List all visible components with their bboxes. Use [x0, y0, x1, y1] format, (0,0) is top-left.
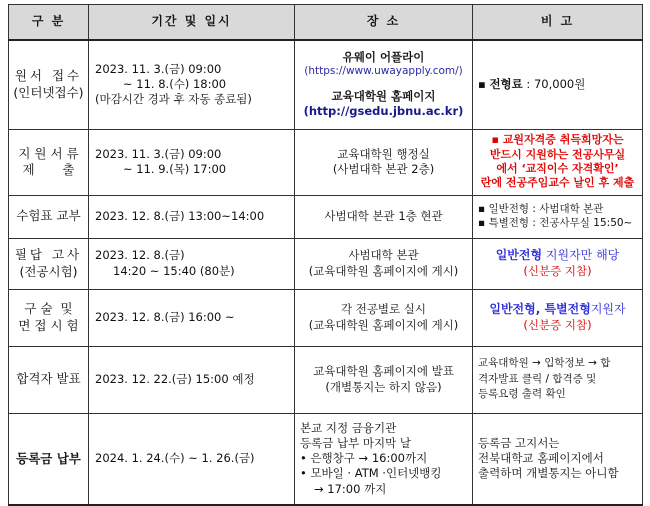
category-line: (인터넷접수) [13, 84, 84, 100]
place-line: (교육대학원 홈페이지에 게시) [308, 317, 459, 332]
category-cell [9, 346, 89, 413]
note-cell [473, 40, 643, 129]
period-line: 2024. 1. 24.(수) ~ 1. 26.(금) [95, 451, 255, 466]
place-line: 사범대학 본관 1층 현관 [324, 208, 443, 223]
place-cell [295, 346, 473, 413]
category-line: 필답 고사 [14, 247, 83, 262]
period-cell [89, 195, 295, 238]
table-header-row [9, 5, 643, 41]
note-text: 지원자 [590, 302, 626, 316]
note-subline: (신분증 지참) [523, 317, 592, 332]
place-line: (개별통지는 하지 않음) [325, 379, 442, 394]
place-line: 본교 지정 금융기관 [300, 420, 397, 435]
note-line: 전북대학교 홈페이지에서 [478, 451, 604, 466]
fee-label: 전형료 [489, 77, 523, 92]
bullet-icon: ▪ [478, 77, 486, 92]
period-line: 2023. 12. 8.(금) 16:00 ~ [95, 309, 235, 324]
table-row [9, 238, 643, 289]
place-line: 등록금 납부 마지막 날 [300, 435, 411, 450]
note-line: ▪ 특별전형 : 전공사무실 15:50~ [478, 216, 633, 229]
category-cell [9, 129, 89, 195]
note-line: 란에 전공주임교수 날인 후 제출 [480, 176, 635, 190]
table-row [9, 129, 643, 195]
period-cell [89, 413, 295, 505]
period-line: 2023. 11. 3.(금) 09:00 [95, 61, 222, 76]
place-line: 교육대학원 행정실 [337, 146, 430, 161]
period-line: 14:20 ~ 15:40 (80분) [113, 263, 235, 278]
period-line: ~ 11. 8.(수) 18:00 [123, 77, 227, 92]
place-line: (교육대학원 홈페이지에 게시) [308, 263, 459, 278]
place-cell [295, 289, 473, 346]
note-cell [473, 195, 643, 238]
note-line: 교육대학원 → 입학정보 → 합 [478, 356, 611, 369]
period-line: ~ 11. 9.(목) 17:00 [123, 162, 227, 176]
place-cell [295, 238, 473, 289]
header-period: 기간 및 일시 [89, 5, 295, 41]
uwayapply-link[interactable]: (https://www.uwayapply.com/) [304, 65, 463, 78]
header-category: 구 분 [9, 5, 89, 41]
place-cell [295, 129, 473, 195]
category-cell [9, 238, 89, 289]
period-cell [89, 40, 295, 129]
note-text: 지원자만 해당 [542, 248, 620, 262]
period-cell [89, 238, 295, 289]
place-line: • 은행창구 → 16:00까지 [300, 451, 428, 466]
place-line: (사범대학 본관 2층) [332, 162, 435, 176]
note-line: 반드시 지원하는 전공사무실 [489, 147, 626, 161]
place-line: 유웨이 어플라이 [342, 50, 425, 65]
place-line: → 17:00 까지 [314, 481, 387, 496]
category-line: 면 접 시 험 [18, 317, 79, 333]
note-cell [473, 129, 643, 195]
note-line: 출력하며 개별통지는 아니함 [478, 466, 619, 481]
period-line: 2023. 12. 8.(금) 13:00~14:00 [95, 208, 265, 223]
note-highlight: 일반전형 [495, 248, 543, 262]
category-line: 구 술 및 [24, 301, 73, 316]
category-line: 합격자 발표 [16, 371, 81, 387]
category-line: 제 출 [22, 162, 75, 177]
period-cell [89, 289, 295, 346]
table-row [9, 346, 643, 413]
note-cell [473, 413, 643, 505]
note-line [476, 302, 639, 318]
category-line: 원서 접수 [14, 68, 83, 84]
category-line: 수험표 교부 [16, 208, 81, 224]
period-cell [89, 346, 295, 413]
category-cell [9, 413, 89, 505]
note-line [476, 248, 639, 264]
note-line: 격자발표 클릭 / 합격증 및 [478, 372, 597, 385]
note-cell [473, 289, 643, 346]
category-cell [9, 195, 89, 238]
fee-value: : 70,000원 [522, 77, 586, 92]
place-line: 교육대학원 홈페이지 [331, 89, 436, 104]
place-cell [295, 195, 473, 238]
note-line: 등록금 고지서는 [478, 435, 560, 450]
table-row [9, 413, 643, 505]
table-row [9, 289, 643, 346]
table-row [9, 195, 643, 238]
category-line: 등록금 납부 [16, 450, 81, 466]
table-row [9, 40, 643, 129]
header-note: 비 고 [473, 5, 643, 41]
period-line: (마감시간 경과 후 자동 종료됨) [95, 92, 252, 107]
period-line: 2023. 12. 8.(금) [95, 248, 185, 263]
note-subline: (신분증 지참) [523, 263, 592, 278]
header-place: 장 소 [295, 5, 473, 41]
note-line: 에서 ‘교직이수 자격확인’ [496, 162, 619, 175]
period-line: 2023. 12. 22.(금) 15:00 예정 [95, 371, 255, 386]
note-cell [473, 346, 643, 413]
gsedu-link[interactable]: (http://gsedu.jbnu.ac.kr) [303, 104, 464, 119]
category-line: (전공시험) [19, 263, 78, 279]
note-cell [473, 238, 643, 289]
note-line: ▪ 일반전형 : 사범대학 본관 [478, 202, 604, 215]
place-line: 사범대학 본관 [348, 248, 419, 263]
category-line: 지 원 서 류 [18, 145, 79, 161]
place-line: 각 전공별로 실시 [340, 302, 427, 317]
period-line: 2023. 11. 3.(금) 09:00 [95, 146, 222, 161]
note-line: 등록요령 출력 확인 [478, 388, 566, 401]
category-cell [9, 40, 89, 129]
place-cell [295, 413, 473, 505]
period-cell [89, 129, 295, 195]
place-cell [295, 40, 473, 129]
place-line: • 모바일 · ATM ·인터넷뱅킹 [300, 466, 442, 481]
place-line: 교육대학원 홈페이지에 발표 [313, 364, 454, 379]
note-highlight: 일반전형, 특별전형 [489, 302, 591, 316]
category-cell [9, 289, 89, 346]
note-line: ▪ 교원자격증 취득희망자는 [491, 133, 624, 147]
schedule-table [8, 4, 643, 506]
